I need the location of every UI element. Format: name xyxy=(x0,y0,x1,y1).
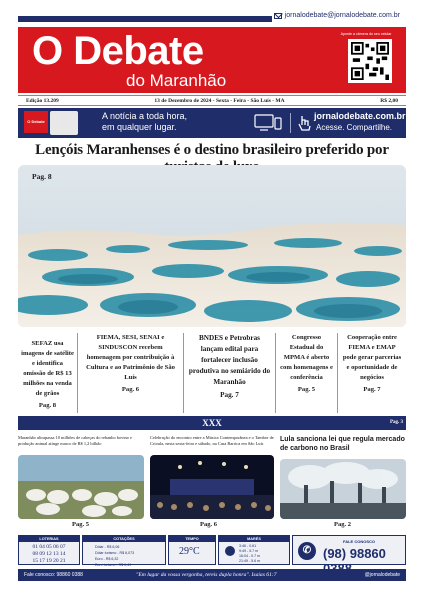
main-headline[interactable]: Lençóis Maranhenses é o destino brasileiro preferido por xyxy=(35,142,389,158)
factory-photo[interactable] xyxy=(280,459,406,519)
footer-quote: "Em lugar da vossa vergonha, tereis dupla honra". Isaías 61:7 xyxy=(136,572,277,578)
newspaper-title: O Debate xyxy=(32,29,204,73)
column-story[interactable] xyxy=(338,333,406,413)
contact-label: FALE CONOSCO xyxy=(343,539,376,544)
column-story-text: BNDES e Petrobras lançam edital para fortalecer inclusão produtiva no semiárido do Maranhão xyxy=(188,334,271,386)
column-story-page: Pag. 7 xyxy=(220,391,239,399)
column-story-text: Congresso Estadual do MPMA é aberto com homenagens e conferência xyxy=(280,334,333,381)
tides-box xyxy=(218,535,290,565)
section-bar-title: XXX xyxy=(202,418,222,428)
qr-label: Aponte a câmera do seu celular xyxy=(340,32,392,36)
promo-banner[interactable] xyxy=(18,108,406,138)
lottery-box xyxy=(18,535,80,565)
newspaper-subtitle: do Maranhão xyxy=(126,71,227,90)
column-story[interactable] xyxy=(18,333,78,413)
qr-code[interactable] xyxy=(348,39,392,83)
moon-icon xyxy=(225,546,235,556)
lottery-label: LOTERIAS xyxy=(19,536,79,542)
banner-tagline-1: A notícia a toda hora, xyxy=(102,111,188,121)
cattle-photo[interactable] xyxy=(18,455,144,519)
column-story-page: Pag. 6 xyxy=(121,386,140,393)
masthead xyxy=(18,27,406,93)
column-story-page: Pag. 8 xyxy=(38,402,57,409)
footer-social[interactable]: @jornalodebate xyxy=(364,572,400,578)
phone-image xyxy=(50,111,78,135)
exchange-line: Euro - R$ 6,32 xyxy=(95,557,119,561)
weather-box xyxy=(168,535,216,565)
qr-code-icon xyxy=(351,42,389,80)
column-story-text: FIEMA, SESI, SENAI e SINDUSCON recebem homenagem por contribuição à Cultura e ao Patrimônio de São Luís xyxy=(86,334,175,381)
bottom-story-page: Pag. 6 xyxy=(200,521,217,528)
column-story-text: SEFAZ usa imagens de satélite e identifica omissão de R$ 13 milhões na venda de grãos xyxy=(21,340,74,397)
column-story[interactable] xyxy=(276,333,338,413)
hero-image[interactable] xyxy=(18,165,406,327)
banner-logo: O Debate xyxy=(24,111,48,133)
banner-tagline-2: em qualquer lugar. xyxy=(102,122,177,132)
column-story-text: Cooperação entre FIEMA e EMAP pode gerar parcerias e oportunidade de negócios xyxy=(342,334,402,381)
exchange-line: Dólar - R$ 6,06 xyxy=(95,545,120,549)
footer-bar xyxy=(18,569,406,581)
devices-icon xyxy=(254,114,282,132)
bottom-story-text[interactable]: Lula sanciona lei que regula mercado de carbono no Brasil xyxy=(280,436,405,452)
exchange-lines xyxy=(95,544,134,568)
edition-price: R$ 2,00 xyxy=(380,97,398,104)
lottery-line: 01 04 05 06 07 xyxy=(32,544,66,550)
column-story[interactable] xyxy=(184,333,276,413)
exchange-box xyxy=(82,535,166,565)
bottom-story-page: Pag. 2 xyxy=(334,521,351,528)
envelope-icon xyxy=(274,13,282,19)
banner-separator xyxy=(290,113,291,133)
bottom-story-page: Pag. 5 xyxy=(72,521,89,528)
footer-contact[interactable]: Fale conosco: 98860 0388 xyxy=(24,572,83,578)
lottery-numbers xyxy=(19,544,79,565)
edition-date: 13 de Dezembro de 2024 - Sexta - Feira - São Luís - MA xyxy=(154,97,285,104)
banner-tagline xyxy=(102,111,187,133)
banner-site-tag: Acesse. Compartilhe. xyxy=(316,123,393,132)
concert-photo[interactable] xyxy=(150,455,274,519)
exchange-line: Euro turismo - R$ 6,49 xyxy=(95,563,132,567)
section-bar[interactable] xyxy=(18,416,406,430)
section-bar-page: Pag. 3 xyxy=(389,420,403,425)
contact-number[interactable]: (98) 98860 xyxy=(323,546,386,561)
tide-line: 16:04 - 0.7 m xyxy=(239,554,261,558)
news-columns xyxy=(18,333,406,413)
lottery-line: 15 17 19 20 21 xyxy=(32,558,66,564)
column-story[interactable] xyxy=(78,333,184,413)
tide-line: 3:46 - 0.61 xyxy=(239,544,257,548)
header-email[interactable] xyxy=(274,12,400,19)
tide-line: 21:49 - 5.6 m xyxy=(239,559,261,563)
contact-ad[interactable] xyxy=(292,535,406,565)
column-story-page: Pag. 5 xyxy=(297,386,316,393)
edition-bar xyxy=(18,95,406,106)
banner-site[interactable]: jornalodebate.com.br xyxy=(314,111,406,121)
touch-icon xyxy=(296,114,312,132)
top-strip xyxy=(18,16,272,22)
exchange-line: Dólar turismo - R$ 6,073 xyxy=(95,551,135,555)
dunes-photo xyxy=(18,165,406,327)
tides-label: MARÉS xyxy=(219,536,289,542)
column-story-page: Pag. 7 xyxy=(363,386,381,393)
weather-label: TEMPO xyxy=(169,536,215,542)
bottom-story-text[interactable]: Maranhão ultrapassa 10 milhões de cabeças do rebanho bovino e produção animal atinge marco de R$ 1,2 bilhão xyxy=(18,435,132,446)
hero-page: Pag. 8 xyxy=(32,172,52,181)
header-email-text: jornalodebate@jornalodebate.com.br xyxy=(284,12,400,19)
tide-line: 9:49 - 5.7 m xyxy=(239,549,259,553)
tides-lines xyxy=(239,544,260,564)
whatsapp-icon: ✆ xyxy=(298,542,316,560)
lottery-line: 08 09 12 13 14 xyxy=(32,551,66,557)
top-bar xyxy=(0,0,424,24)
weather-temperature: 29°C xyxy=(179,546,200,557)
bottom-story-text[interactable]: Celebração do encontro entre a Música Contemporânea e o Tambor de Crioula, nesta sexta-feira e sábado, na Casa Barrica em São Luís xyxy=(150,435,274,446)
edition-number: Edição 13.209 xyxy=(26,97,59,104)
exchange-label: COTAÇÕES xyxy=(83,536,165,542)
